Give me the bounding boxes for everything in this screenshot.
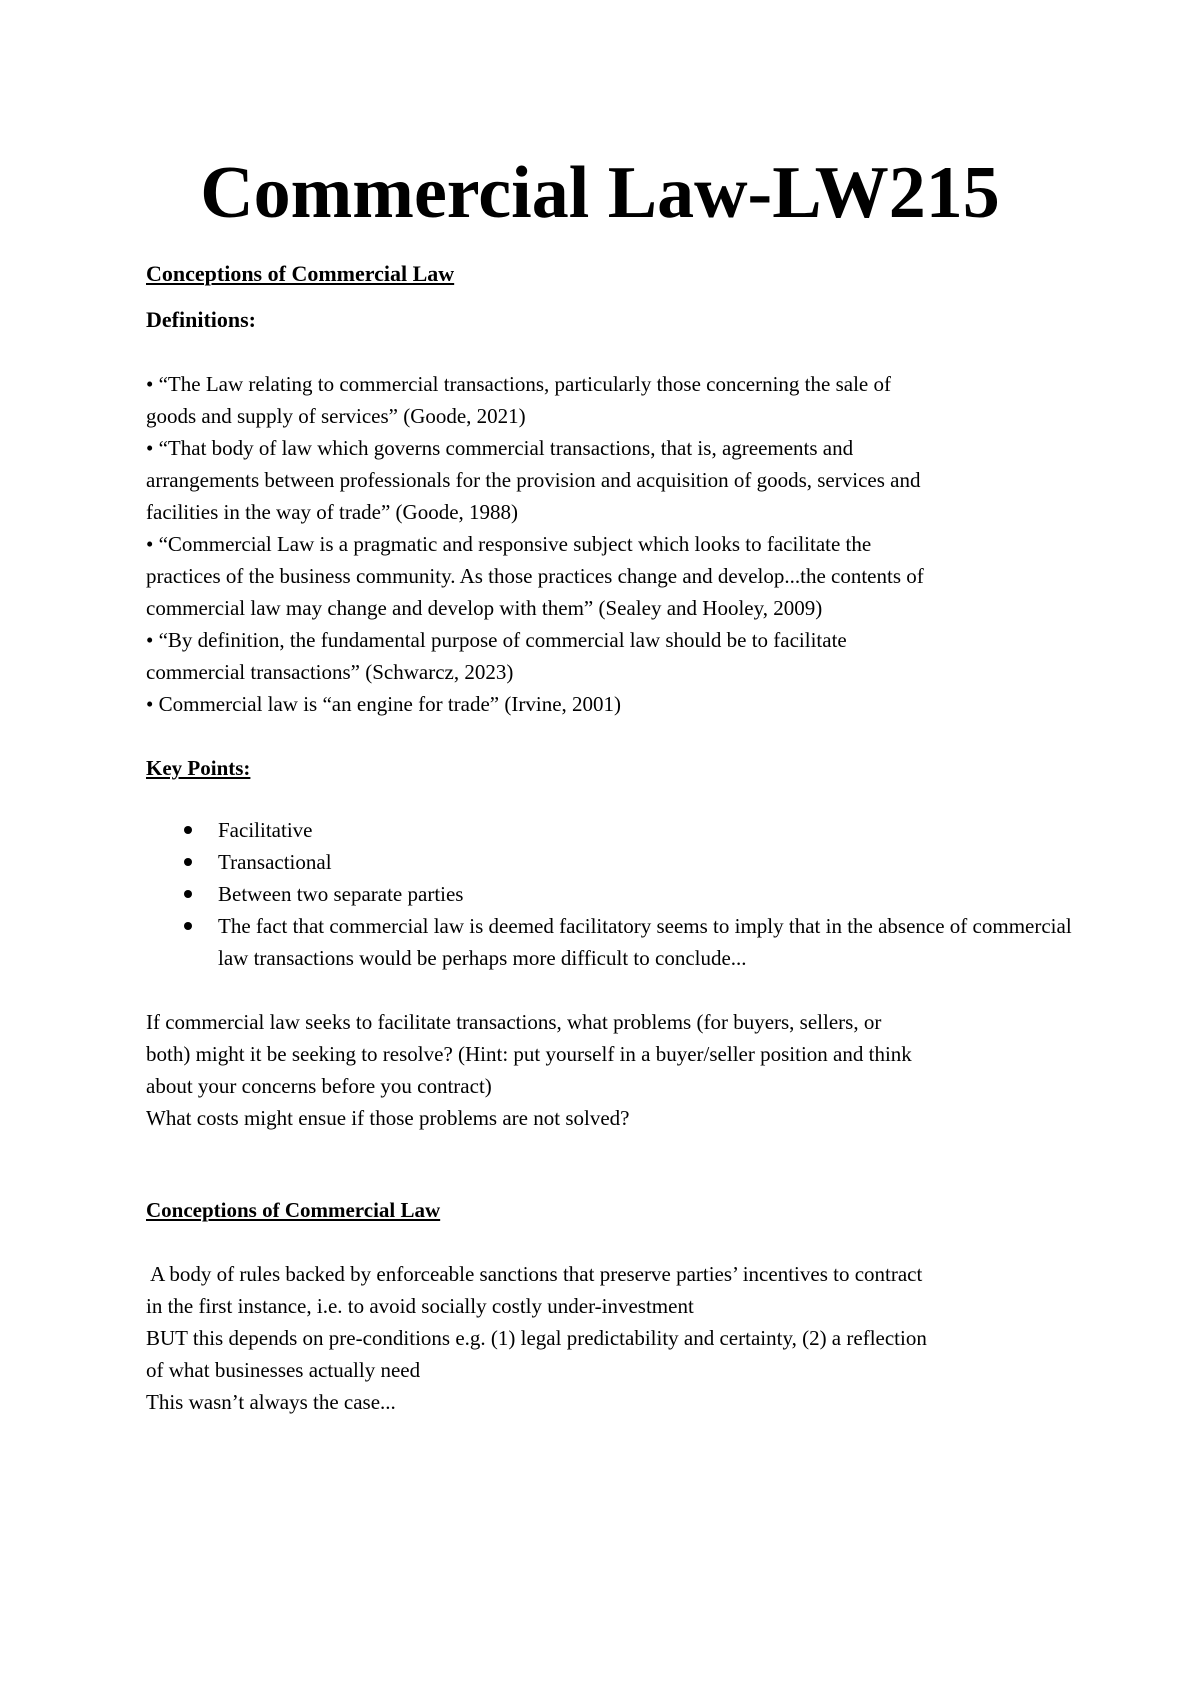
definition-line: • Commercial law is “an engine for trade” (Irvine, 2001) xyxy=(146,692,622,716)
section-heading-conceptions-2: Conceptions of Commercial Law xyxy=(146,1198,441,1222)
bullet-icon xyxy=(184,890,192,898)
list-item xyxy=(218,814,1076,846)
key-points-heading: Key Points: xyxy=(146,756,251,780)
conceptions-section-2 xyxy=(146,1194,1076,1418)
conceptions-paragraph xyxy=(146,1258,1076,1418)
document-body xyxy=(146,258,1076,1418)
definition-line: commercial transactions” (Schwarcz, 2023) xyxy=(146,660,514,684)
definition-line: facilities in the way of trade” (Goode, 1988) xyxy=(146,500,519,524)
definitions-heading: Definitions: xyxy=(146,307,256,332)
key-point-text: Transactional xyxy=(218,850,332,874)
paragraph-line: BUT this depends on pre-conditions e.g. (1) legal predictability and certainty, (2) a reflection xyxy=(146,1326,927,1350)
definition-line: • “The Law relating to commercial transactions, particularly those concerning the sale of xyxy=(146,372,891,396)
paragraph-line: This wasn’t always the case... xyxy=(146,1390,396,1414)
list-item xyxy=(218,910,1076,974)
definitions-list xyxy=(146,368,1076,720)
bullet-icon xyxy=(184,826,192,834)
document-title: Commercial Law-LW215 xyxy=(200,152,1000,234)
key-points-section xyxy=(146,752,1076,974)
bullet-icon xyxy=(184,858,192,866)
question-line: What costs might ensue if those problems are not solved? xyxy=(146,1106,630,1130)
list-item xyxy=(218,846,1076,878)
definition-line: • “By definition, the fundamental purpose of commercial law should be to facilitate xyxy=(146,628,847,652)
bullet-icon xyxy=(184,922,192,930)
definition-line: • “That body of law which governs commercial transactions, that is, agreements and xyxy=(146,436,854,460)
question-line: about your concerns before you contract) xyxy=(146,1074,492,1098)
definition-line: arrangements between professionals for the provision and acquisition of goods, services and xyxy=(146,468,921,492)
key-point-text: Between two separate parties xyxy=(218,882,464,906)
paragraph-line: in the first instance, i.e. to avoid socially costly under-investment xyxy=(146,1294,694,1318)
definition-line: • “Commercial Law is a pragmatic and responsive subject which looks to facilitate the xyxy=(146,532,872,556)
definition-line: practices of the business community. As those practices change and develop...the contents of xyxy=(146,564,924,588)
key-points-list xyxy=(146,814,1076,974)
definition-line: commercial law may change and develop with them” (Sealey and Hooley, 2009) xyxy=(146,596,823,620)
key-point-text: Facilitative xyxy=(218,818,313,842)
paragraph-line: of what businesses actually need xyxy=(146,1358,421,1382)
key-point-text: The fact that commercial law is deemed facilitatory seems to imply that in the absence of commercial law transactions would be perhaps more difficult to conclude... xyxy=(218,914,1072,970)
paragraph-line: A body of rules backed by enforceable sanctions that preserve parties’ incentives to contract xyxy=(146,1262,923,1286)
question-line: both) might it be seeking to resolve? (Hint: put yourself in a buyer/seller position and think xyxy=(146,1042,912,1066)
list-item xyxy=(218,878,1076,910)
question-line: If commercial law seeks to facilitate transactions, what problems (for buyers, sellers, or xyxy=(146,1010,882,1034)
definition-line: goods and supply of services” (Goode, 2021) xyxy=(146,404,526,428)
section-heading-conceptions: Conceptions of Commercial Law xyxy=(146,261,455,286)
questions-block xyxy=(146,1006,1076,1134)
